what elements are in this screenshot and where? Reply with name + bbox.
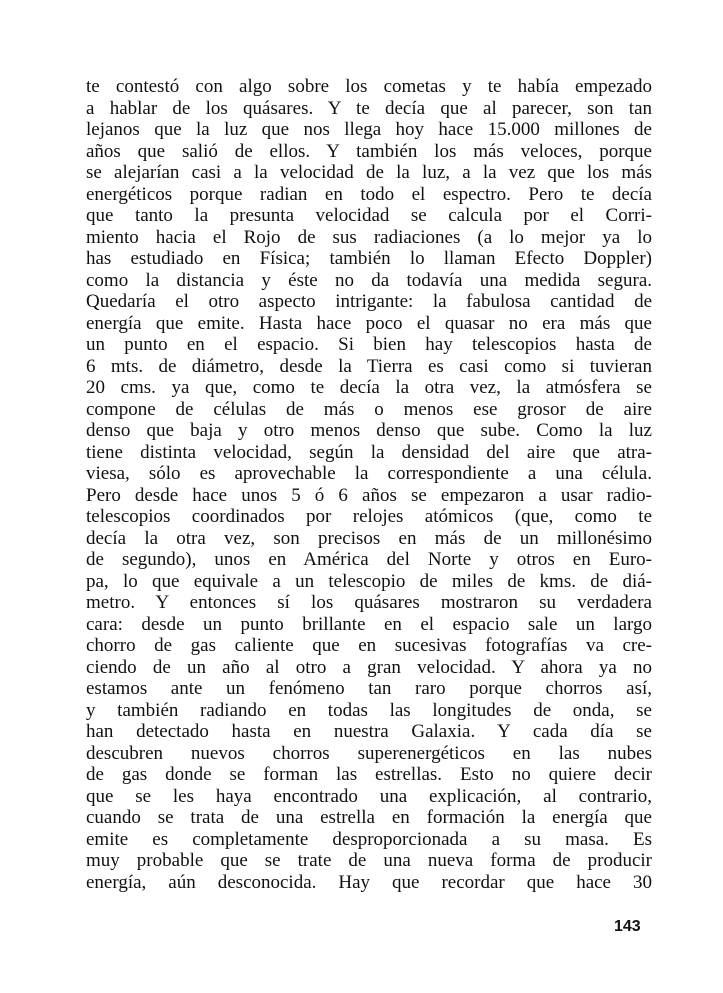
text-line: miento hacia el Rojo de sus radiaciones (a lo mejor ya lo [86, 226, 652, 248]
text-line: metro. Y entonces sí los quásares mostraron su verdadera [86, 592, 652, 613]
text-line: muy probable que se trate de una nueva forma de producir [86, 850, 652, 871]
text-line: ciendo de un año al otro a gran velocidad. Y ahora ya no [86, 656, 652, 678]
text-line: de gas donde se forman las estrellas. Esto no quiere decir [86, 764, 652, 785]
text-line: a hablar de los quásares. Y te decía que al parecer, son tan [86, 97, 652, 119]
text-line: energéticos porque radian en todo el espectro. Pero te decía [86, 183, 652, 205]
text-line: has estudiado en Física; también lo llaman Efecto Doppler) [86, 248, 652, 269]
text-line: estamos ante un fenómeno tan raro porque chorros así, [86, 678, 652, 699]
text-line: te contestó con algo sobre los cometas y te había empezado [86, 76, 652, 97]
page-number: 143 [614, 918, 641, 935]
text-line: decía la otra vez, son precisos en más de un millonésimo [86, 527, 652, 549]
text-line: compone de células de más o menos ese grosor de aire [86, 398, 652, 420]
text-line: cuando se trata de una estrella en formación la energía que [86, 807, 652, 828]
text-line: emite es completamente desproporcionada a su masa. Es [86, 828, 652, 850]
text-line: telescopios coordinados por relojes atómicos (que, como te [86, 506, 652, 527]
text-line: que tanto la presunta velocidad se calcula por el Corri- [86, 205, 652, 226]
text-line: descubren nuevos chorros superenergéticos en las nubes [86, 742, 652, 764]
text-line: energía que emite. Hasta hace poco el quasar no era más que [86, 312, 652, 334]
text-line: de segundo), unos en América del Norte y otros en Euro- [86, 549, 652, 570]
text-line: que se les haya encontrado una explicación, al contrario, [86, 785, 652, 807]
text-line: han detectado hasta en nuestra Galaxia. Y cada día se [86, 721, 652, 742]
text-line: Quedaría el otro aspecto intrigante: la fabulosa cantidad de [86, 291, 652, 312]
text-line: Pero desde hace unos 5 ó 6 años se empezaron a usar radio- [86, 484, 652, 506]
text-line: energía, aún desconocida. Hay que recordar que hace 30 [86, 871, 652, 893]
text-line: lejanos que la luz que nos llega hoy hace 15.000 millones de [86, 119, 652, 140]
text-line: chorro de gas caliente que en sucesivas fotografías va cre- [86, 635, 652, 656]
text-line: viesa, sólo es aprovechable la correspondiente a una célula. [86, 463, 652, 484]
text-line: denso que baja y otro menos denso que sube. Como la luz [86, 420, 652, 441]
text-line: y también radiando en todas las longitudes de onda, se [86, 699, 652, 721]
text-line: años que salió de ellos. Y también los más veloces, porque [86, 140, 652, 162]
text-line: 6 mts. de diámetro, desde la Tierra es casi como si tuvieran [86, 355, 652, 377]
text-line: cara: desde un punto brillante en el espacio sale un largo [86, 613, 652, 635]
document-body [86, 76, 652, 893]
text-line: pa, lo que equivale a un telescopio de miles de kms. de diá- [86, 570, 652, 592]
text-line: 20 cms. ya que, como te decía la otra vez, la atmósfera se [86, 377, 652, 398]
text-line: se alejarían casi a la velocidad de la luz, a la vez que los más [86, 162, 652, 183]
text-line: un punto en el espacio. Si bien hay telescopios hasta de [86, 334, 652, 355]
text-line: tiene distinta velocidad, según la densidad del aire que atra- [86, 441, 652, 463]
text-line: como la distancia y éste no da todavía una medida segura. [86, 269, 652, 291]
